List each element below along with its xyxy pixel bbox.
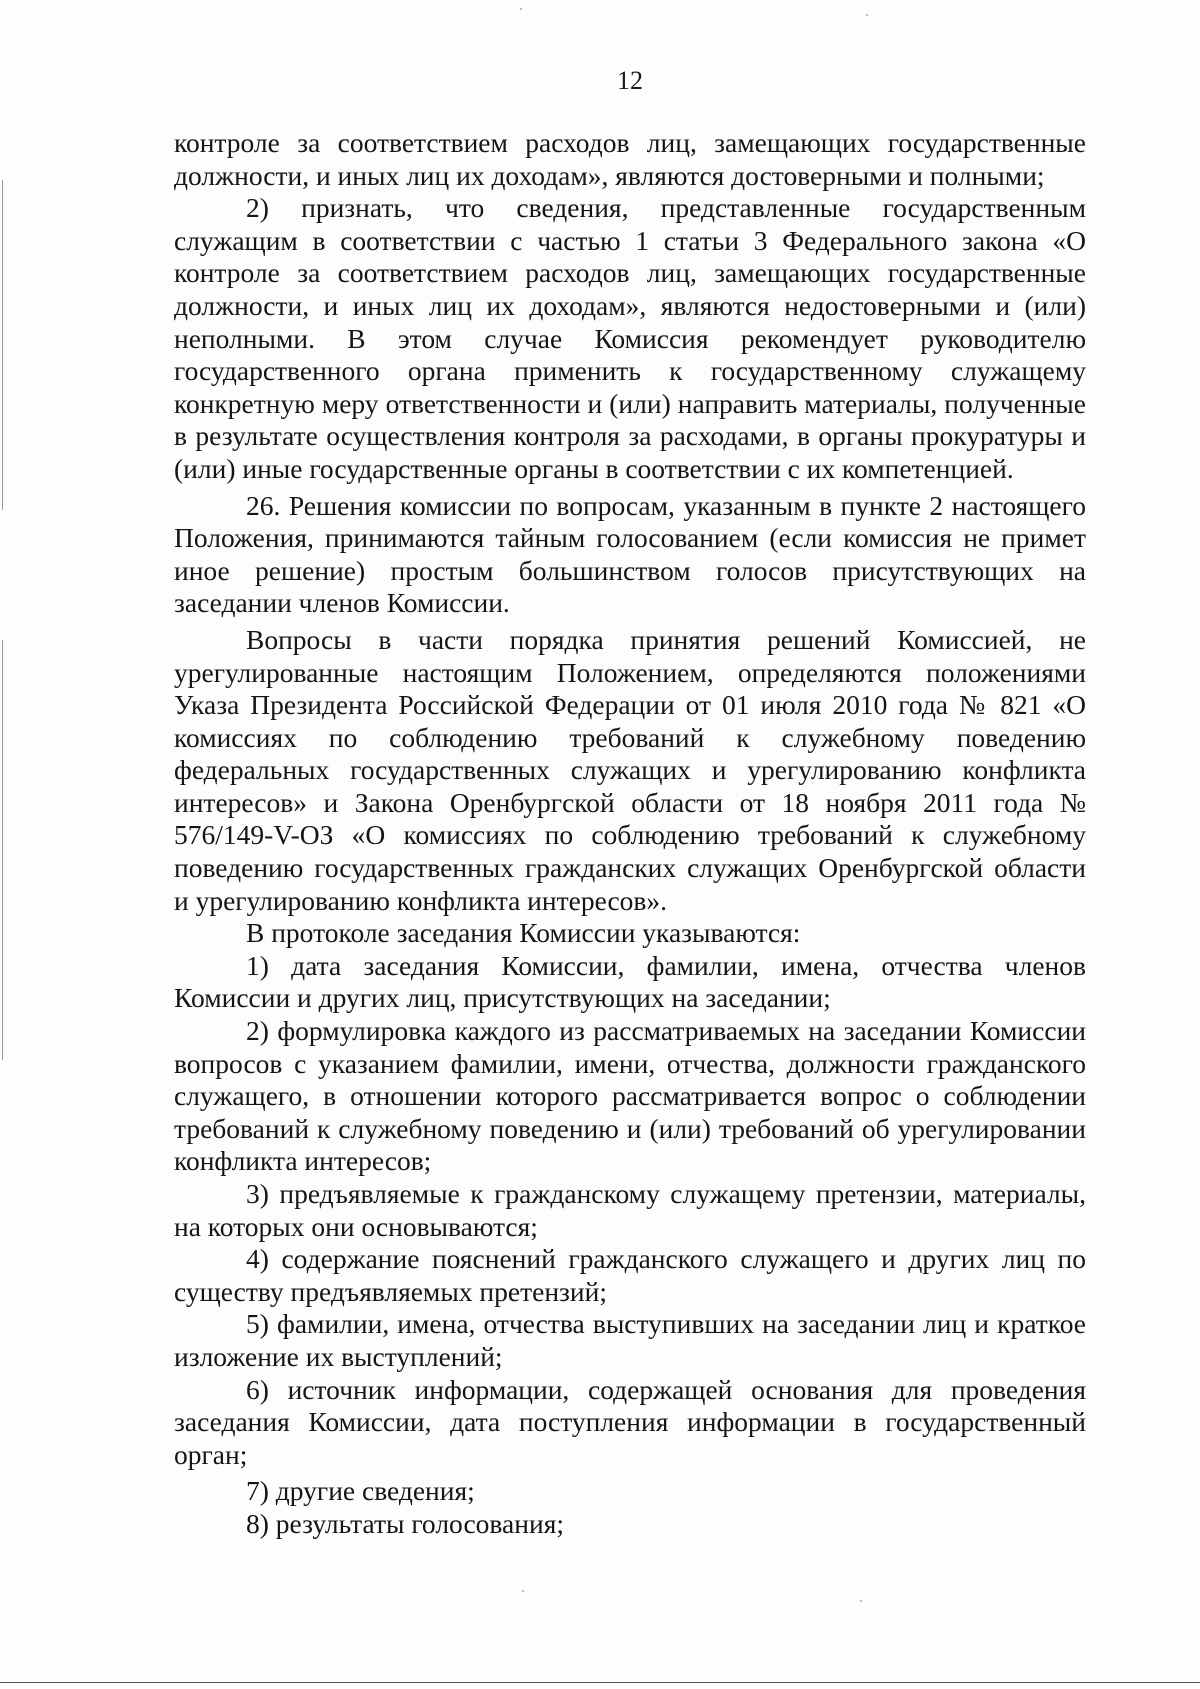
paragraph-decision-procedure: Вопросы в части порядка принятия решений Комиссией, не урегулированные настоящим Положением, определяются положениями Указа Президента Российской Федерации от 01 июля 2010 года № 821 «О комиссиях по соблюдению требований к служебному поведению федеральных государственных служащих и урегулированию конфликта интересов» и Закона Оренбургской области от 18 ноября 2011 года № 576/149-V-ОЗ «О комиссиях по соблюдению требований к служебному поведению государственных гражданских служащих Оренбургской области и урегулированию конфликта интересов». (174, 623, 1086, 916)
paragraph-clause-26: 26. Решения комиссии по вопросам, указанным в пункте 2 настоящего Положения, принимаются тайным голосованием (если комиссия не примет иное решение) простым большинством голосов присутствующих на заседании членов Комиссии. (174, 489, 1086, 619)
scan-speck (522, 1590, 524, 1592)
scan-speck (520, 8, 522, 10)
scan-edge-mark (2, 180, 3, 510)
paragraph-item-2: 2) признать, что сведения, представленные государственным служащим в соответствии с частью 1 статьи 3 Федерального закона «О контроле за соответствием расходов лиц, замещающих государственные должности, и иных лиц их доходам», являются недостоверными и (или) неполными. В этом случае Комиссия рекомендует руководителю государственного органа применить к государственному служащему конкретную меру ответственности и (или) направить материалы, полученные в результате осуществления контроля за расходами, в органы прокуратуры и (или) иные государственные органы в соответствии с их компетенцией. (174, 192, 1086, 484)
scan-speck (866, 14, 868, 16)
scan-edge-mark (2, 640, 3, 1060)
list-item-7: 7) другие сведения; (246, 1475, 475, 1507)
list-item-2: 2) формулировка каждого из рассматриваемых на заседании Комиссии вопросов с указанием фамилии, имени, отчества, должности гражданского служащего, в отношении которого рассматривается вопрос о соблюдении требований к служебному поведению и (или) требований об урегулировании конфликта интересов; (174, 1015, 1086, 1177)
paragraph-continuation: контроле за соответствием расходов лиц, замещающих государственные должности, и иных лиц их доходам», являются достоверными и полными; (174, 127, 1086, 191)
list-item-8: 8) результаты голосования; (246, 1507, 564, 1539)
list-item-5: 5) фамилии, имена, отчества выступивших на заседании лиц и краткое изложение их выступлений; (174, 1308, 1086, 1372)
scan-bottom-edge (0, 1682, 1200, 1683)
list-item-4: 4) содержание пояснений гражданского служащего и других лиц по существу предъявляемых претензий; (174, 1243, 1086, 1307)
list-item-3: 3) предъявляемые к гражданскому служащему претензии, материалы, на которых они основываются; (174, 1178, 1086, 1242)
paragraph-protocol-intro: В протоколе заседания Комиссии указываются: (246, 917, 801, 949)
document-body (174, 127, 1086, 1541)
scan-speck (860, 1600, 862, 1602)
list-item-1: 1) дата заседания Комиссии, фамилии, имена, отчества членов Комиссии и других лиц, присутствующих на заседании; (174, 949, 1086, 1014)
list-item-6: 6) источник информации, содержащей основания для проведения заседания Комиссии, дата поступления информации в государственный орган; (174, 1373, 1086, 1470)
page-number: 12 (617, 66, 643, 95)
